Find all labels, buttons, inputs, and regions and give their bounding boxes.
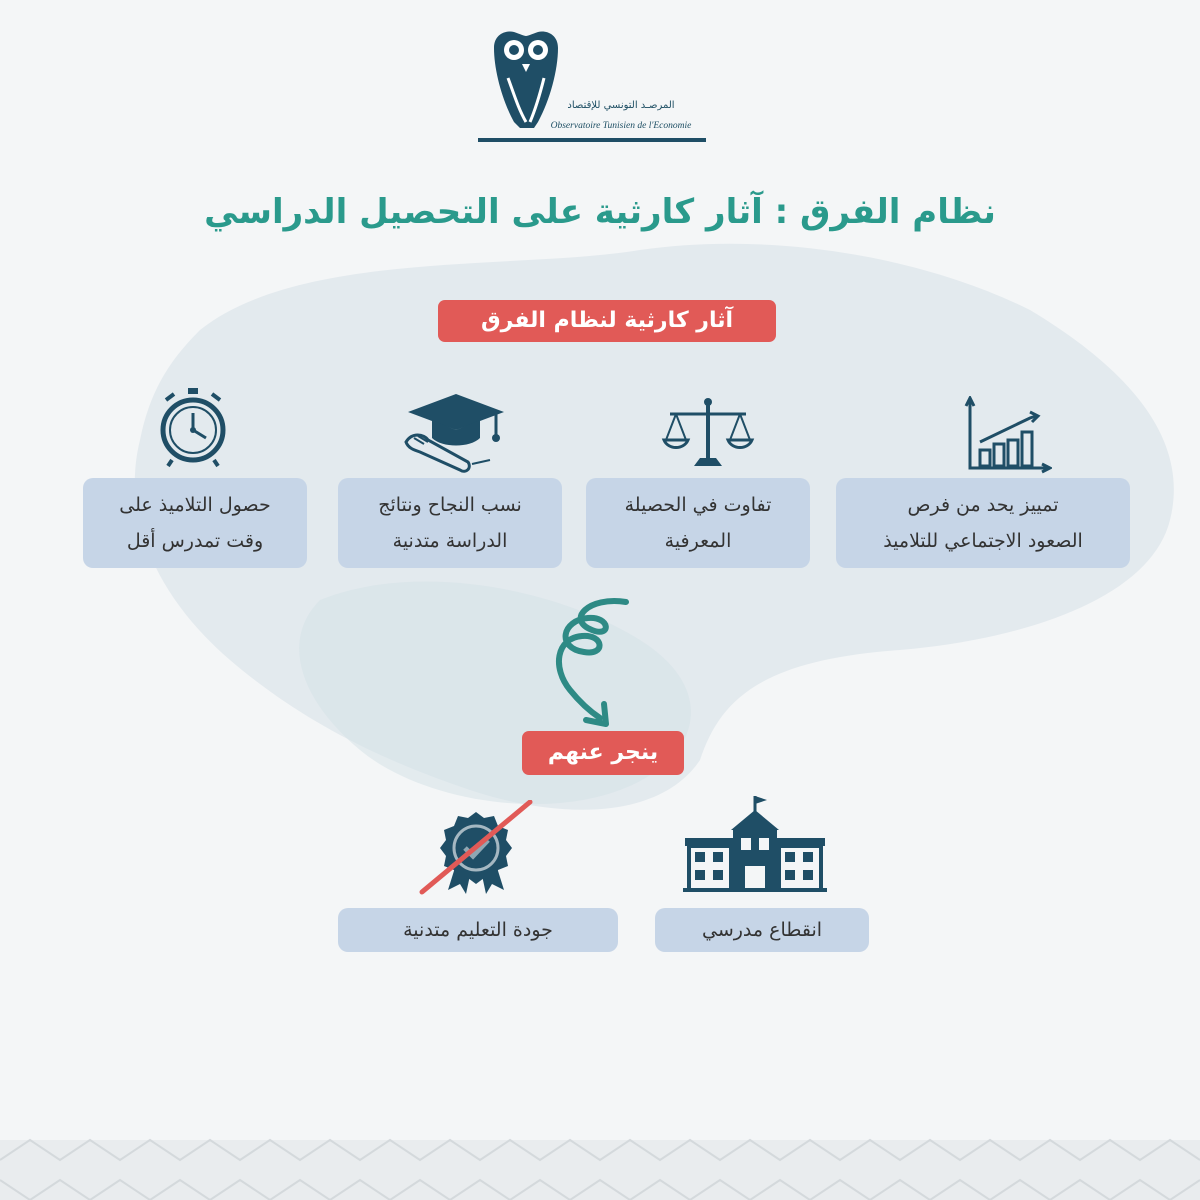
school-building-icon bbox=[683, 794, 827, 892]
effect-line: الدراسة متدنية bbox=[392, 530, 508, 552]
consequence-label: جودة التعليم متدنية bbox=[403, 919, 553, 941]
consequence-box-education-quality bbox=[338, 908, 618, 952]
alarm-clock-icon bbox=[158, 386, 228, 468]
effect-box-knowledge-gap bbox=[586, 478, 810, 568]
effects-heading: آثار كارثية لنظام الفرق bbox=[438, 300, 776, 342]
graduation-cap-diploma-icon bbox=[402, 390, 508, 476]
effect-box-schooling-time bbox=[83, 478, 307, 568]
logo-arabic-name: المرصـد التونسي للإقتصاد bbox=[567, 100, 675, 111]
logo-french-name: Observatoire Tunisien de l'Economie bbox=[550, 121, 692, 131]
effect-line: المعرفية bbox=[664, 530, 732, 552]
consequence-heading: ينجر عنهم bbox=[522, 731, 684, 775]
effect-line: تفاوت في الحصيلة bbox=[624, 494, 772, 516]
effect-line: تمييز يحد من فرص bbox=[907, 494, 1059, 516]
effect-line: حصول التلاميذ على bbox=[119, 494, 271, 516]
consequence-label: انقطاع مدرسي bbox=[702, 919, 823, 941]
effect-box-social-mobility bbox=[836, 478, 1130, 568]
effect-line: نسب النجاح ونتائج bbox=[378, 494, 522, 516]
crossed-quality-badge-icon bbox=[418, 800, 534, 896]
effect-line: الصعود الاجتماعي للتلاميذ bbox=[883, 530, 1083, 552]
effect-box-success-rates bbox=[338, 478, 562, 568]
effect-line: وقت تمدرس أقل bbox=[126, 530, 264, 552]
curly-arrow-icon bbox=[548, 596, 638, 736]
page-title: نظام الفرق : آثار كارثية على التحصيل الدراسي bbox=[204, 192, 996, 232]
balance-scale-icon bbox=[660, 394, 756, 470]
consequence-box-dropout bbox=[655, 908, 869, 952]
bar-chart-growth-icon bbox=[960, 396, 1052, 474]
